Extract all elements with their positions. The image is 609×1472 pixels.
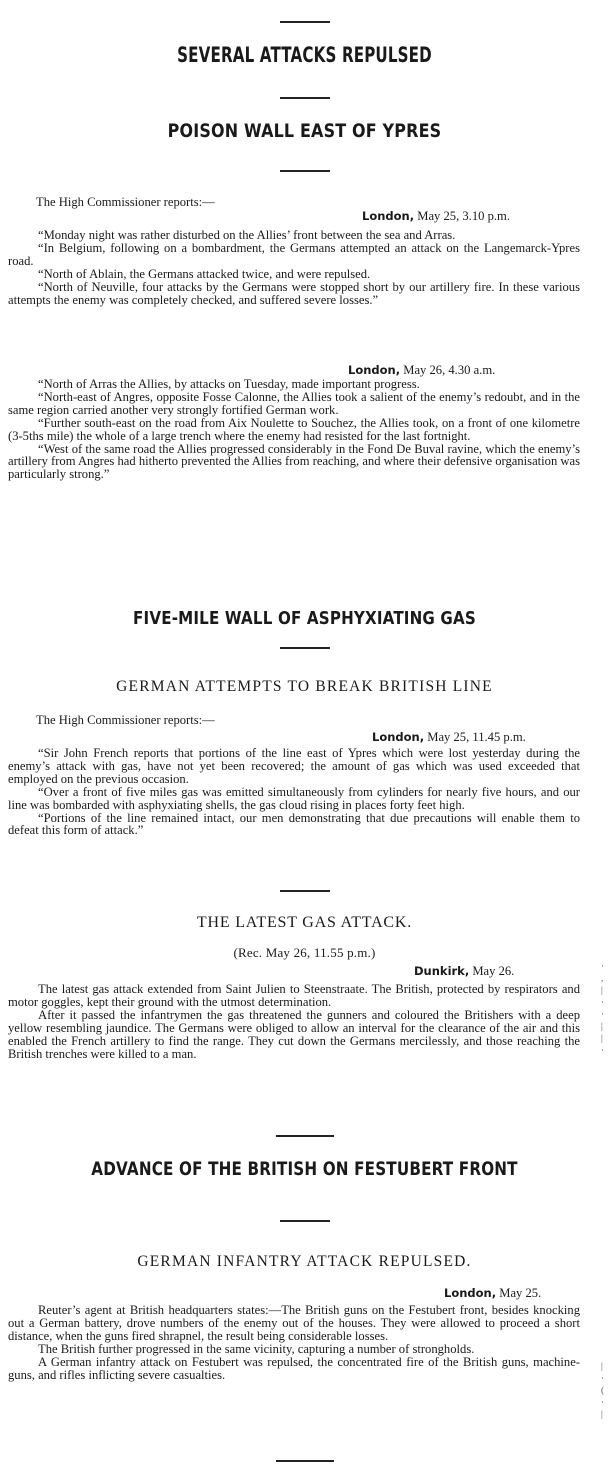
intro-line: The High Commissioner reports:— bbox=[36, 195, 215, 209]
paragraph: “Further south-east on the road from Aix Noulette to Souchez, the Allies took, on a front of one kilometre (3-5ths mile) the whole of a large trench where the enemy had resisted for the last fortnight. bbox=[8, 415, 580, 443]
paragraph: After it passed the infantrymen the gas threatened the gunners and coloured the Britishers with a deep yellow resembling jaundice. The Germans were obliged to allow an interval for the clearance of the air and this enabled the French artillery to find the range. They cut down the Germans mercilessly, and those reaching the British trenches were killed to a man. bbox=[8, 1007, 580, 1061]
paragraph: The British further progressed in the same vicinity, capturing a number of strongholds. bbox=[38, 1341, 475, 1356]
scan-margin-artifact: · , | · · | | · bbox=[601, 961, 604, 1055]
paragraph: “North-east of Angres, opposite Fosse Calonne, the Allies took a salient of the enemy’s redoubt, and in the same region carried another very strongly fortified German work. bbox=[8, 389, 580, 417]
dateline-time: May 25, 3.10 p.m. bbox=[417, 209, 510, 223]
article-body bbox=[8, 983, 580, 1060]
dateline-place: Dunkirk, bbox=[414, 964, 470, 978]
dateline-time: May 25. bbox=[499, 1286, 542, 1300]
article-body bbox=[8, 1304, 580, 1381]
divider-rule bbox=[276, 1135, 334, 1137]
article-body bbox=[8, 378, 580, 481]
divider-rule bbox=[280, 97, 330, 99]
paragraph: The latest gas attack extended from Saint Julien to Steenstraate. The British, protected by respirators and motor goggles, kept their ground with the utmost determination. bbox=[8, 982, 580, 1009]
paragraph: “North of Neuville, four attacks by the Germans were stopped short by our artillery fire. In these various attempts the enemy was completely checked, and suffered severe losses.” bbox=[8, 279, 580, 307]
dateline-place: London, bbox=[348, 363, 401, 377]
section-headline: THE LATEST GAS ATTACK. bbox=[196, 914, 413, 931]
article-body bbox=[8, 229, 580, 306]
sub-headline: POISON WALL EAST OF YPRES bbox=[167, 120, 442, 142]
divider-rule bbox=[276, 1460, 334, 1462]
divider-rule bbox=[280, 890, 330, 892]
dateline bbox=[444, 1286, 541, 1301]
paragraph: “West of the same road the Allies progressed considerably in the Fond De Buval ravine, which the enemy’s artillery from Angres had hitherto prevented the Allies from reaching, and where their defensive organisation was particularly strong.” bbox=[8, 441, 580, 482]
section-headline: ADVANCE OF THE BRITISH ON FESTUBERT FRONT bbox=[91, 1158, 518, 1180]
dateline-place: London, bbox=[372, 730, 425, 744]
dateline bbox=[362, 209, 510, 224]
divider-rule bbox=[280, 170, 330, 172]
paragraph: “Sir John French reports that portions of the line east of Ypres which were lost yesterday during the enemy’s attack with gas, have not yet been recovered; the amount of gas which was used exceeded that employed on the previous occasion. bbox=[8, 746, 580, 786]
main-headline: SEVERAL ATTACKS REPULSED bbox=[177, 43, 432, 67]
divider-rule bbox=[280, 1220, 330, 1222]
intro-line: The High Commissioner reports:— bbox=[36, 713, 215, 727]
divider-rule bbox=[280, 647, 330, 649]
dateline-time: May 25, 11.45 p.m. bbox=[427, 730, 526, 744]
paragraph: “Portions of the line remained intact, our men demonstrating that due precautions will enable them to defeat this form of attack.” bbox=[8, 810, 580, 838]
paragraph: “In Belgium, following on a bombardment, the Germans attempted an attack on the Langemarck-Ypres road. bbox=[8, 240, 580, 268]
paragraph: A German infantry attack on Festubert was repulsed, the concentrated fire of the British guns, machine-guns, and rifles inflicting severe casualties. bbox=[8, 1354, 580, 1382]
dateline-time: May 26. bbox=[472, 964, 515, 978]
paragraph: “North of Ablain, the Germans attacked twice, and were repulsed. bbox=[38, 266, 371, 281]
paragraph: “Over a front of five miles gas was emitted simultaneously from cylinders for nearly five hours, and our line was bombarded with asphyxiating shells, the gas cloud rising in places forty feet high. bbox=[8, 784, 580, 812]
paragraph: “North of Arras the Allies, by attacks on Tuesday, made important progress. bbox=[38, 377, 420, 391]
received-note: (Rec. May 26, 11.55 p.m.) bbox=[233, 945, 376, 960]
section-headline: FIVE-MILE WALL OF ASPHYXIATING GAS bbox=[133, 608, 476, 629]
divider-rule bbox=[280, 21, 330, 23]
dateline-place: London, bbox=[444, 1286, 497, 1300]
dateline-place: London, bbox=[362, 209, 415, 223]
scan-margin-artifact: | · ( · | bbox=[601, 1361, 604, 1419]
dateline bbox=[372, 730, 526, 745]
section-subheadline: GERMAN INFANTRY ATTACK REPULSED. bbox=[137, 1253, 472, 1270]
paragraph: Reuter’s agent at British headquarters states:—The British guns on the Festubert front, besides knocking out a German battery, drove numbers of the enemy out of the houses. They were allowed to proceed a short distance, when the guns fired shrapnel, the result being considerable losses. bbox=[8, 1303, 580, 1343]
dateline bbox=[348, 363, 495, 378]
paragraph: “Monday night was rather disturbed on the Allies’ front between the sea and Arras. bbox=[38, 228, 456, 242]
dateline bbox=[414, 964, 514, 979]
dateline-time: May 26, 4.30 a.m. bbox=[403, 363, 496, 377]
section-subheadline: GERMAN ATTEMPTS TO BREAK BRITISH LINE bbox=[116, 678, 493, 695]
article-body bbox=[8, 747, 580, 837]
